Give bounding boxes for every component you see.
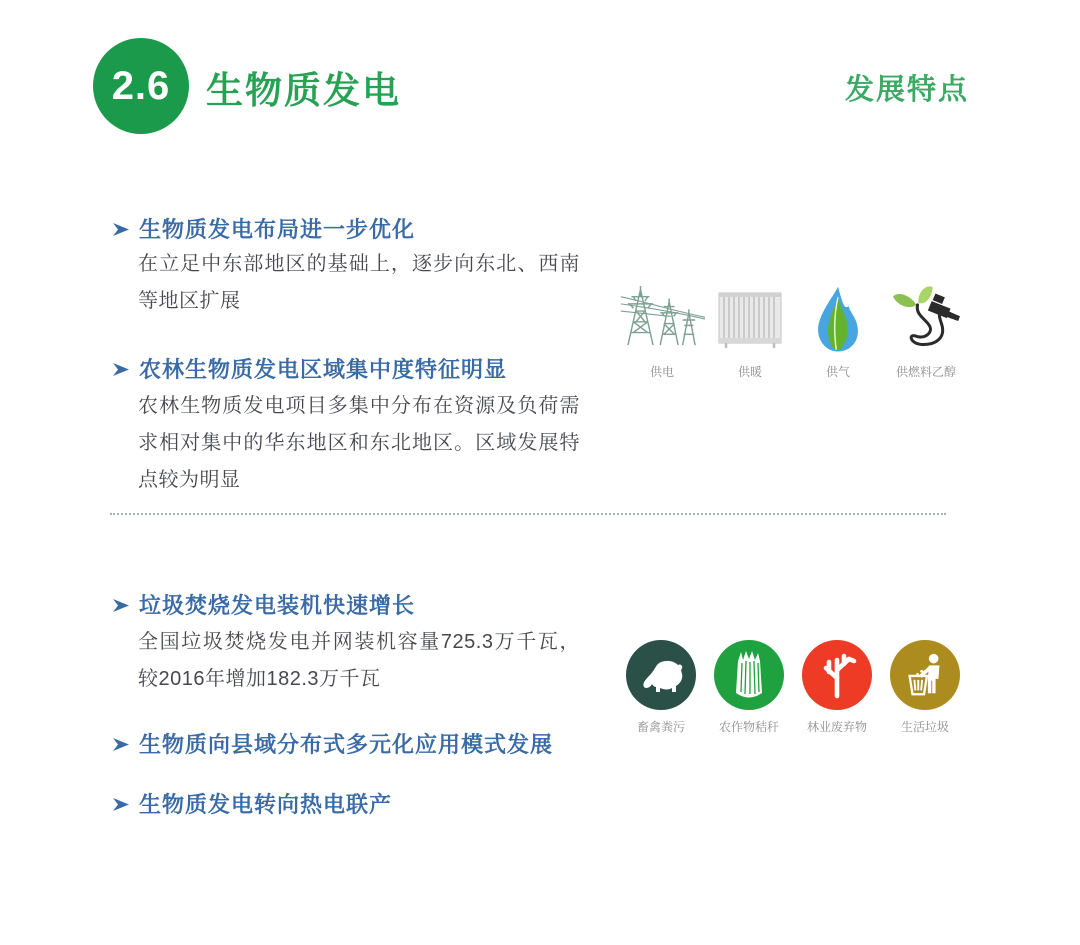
arrowhead-icon (113, 362, 130, 377)
arrowhead-icon (113, 222, 130, 237)
fuel-ethanol-nozzle-icon (890, 283, 962, 357)
icon-label: 畜禽粪污 (636, 720, 685, 734)
bullet-heading-text: 生物质向县域分布式多元化应用模式发展 (139, 732, 554, 757)
page-subtitle: 发展特点 (845, 74, 970, 106)
supply-icons-row (618, 283, 970, 380)
bullet-body-text: 在立足中东部地区的基础上，逐步向东北、西南等地区扩展 (138, 253, 580, 312)
page-title: 生物质发电 (206, 70, 401, 111)
bullet-heading-county-distributed-development (113, 728, 553, 759)
icon-cell-heating (706, 283, 794, 380)
section-number: 2.6 (111, 63, 171, 108)
icon-label: 生活垃圾 (900, 720, 949, 734)
icon-label: 供燃料乙醇 (895, 365, 956, 379)
icon-cell-forestry-waste (793, 638, 881, 735)
icon-cell-fuel-ethanol (882, 283, 970, 380)
icon-cell-crop-straw (705, 638, 793, 735)
icon-label: 供电 (649, 365, 674, 379)
icon-cell-power-supply (618, 283, 706, 380)
arrowhead-icon (113, 737, 130, 752)
icon-label: 供暖 (737, 365, 762, 379)
arrowhead-icon (113, 598, 130, 613)
icon-cell-household-waste (881, 638, 969, 735)
bullet-heading-text: 垃圾焚烧发电装机快速增长 (139, 593, 416, 618)
bullet-heading-layout-optimized (113, 213, 415, 244)
dotted-divider (110, 513, 946, 515)
section-number-badge (93, 38, 189, 134)
bullet-heading-regional-concentration (113, 353, 507, 384)
forestry-waste-tree-icon (802, 638, 872, 712)
household-waste-bin-icon (890, 638, 960, 712)
bullet-body-text: 农林生物质发电项目多集中分布在资源及负荷需求相对集中的华东地区和东北地区。区域发展特点较为明显 (138, 395, 580, 491)
icon-label: 农作物秸秆 (718, 720, 779, 734)
bullet-body-text: 全国垃圾焚烧发电并网装机容量725.3万千瓦，较2016年增加182.3万千瓦 (138, 631, 580, 690)
bullet-heading-text: 生物质发电布局进一步优化 (139, 217, 416, 242)
icon-cell-livestock-manure (617, 638, 705, 735)
arrowhead-icon (113, 797, 130, 812)
icon-label: 供气 (825, 365, 850, 379)
icon-label: 林业废弃物 (806, 720, 867, 734)
heating-radiator-icon (714, 283, 786, 357)
power-supply-towers-icon (619, 283, 705, 357)
bullet-heading-chp-transition (113, 788, 392, 819)
crop-straw-icon (714, 638, 784, 712)
livestock-manure-pig-icon (626, 638, 696, 712)
bullet-heading-text: 生物质发电转向热电联产 (139, 792, 393, 817)
icon-cell-gas-supply (794, 283, 882, 380)
bullet-heading-waste-incineration-growth (113, 589, 415, 620)
gas-flame-leaf-icon (810, 283, 866, 357)
bullet-heading-text: 农林生物质发电区域集中度特征明显 (139, 357, 508, 382)
feedstock-icons-row (617, 638, 969, 735)
